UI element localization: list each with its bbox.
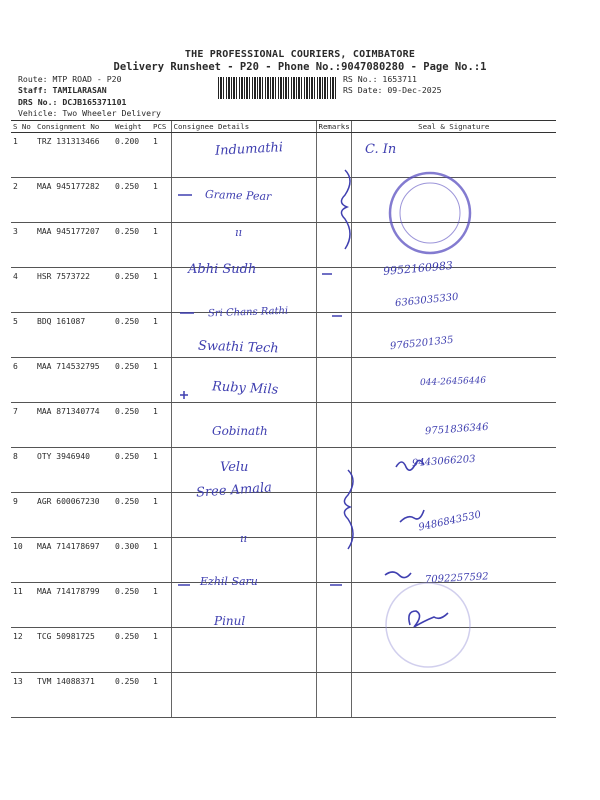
signature-scribble (385, 572, 411, 578)
row-weight: 0.250 (113, 358, 151, 403)
handwritten-consignee-name: Grame Pear (204, 188, 272, 204)
row-sno: 13 (11, 673, 35, 718)
vehicle-info: Vehicle: Two Wheeler Delivery (18, 108, 161, 118)
handwritten-consignee-name: ıı (240, 532, 248, 545)
handwritten-signature-note: 044-26456446 (419, 376, 487, 389)
rs-date: RS Date: 09-Dec-2025 (343, 85, 442, 95)
row-consignment-no: MAA 871340774 (35, 403, 113, 448)
row-weight: 0.250 (113, 178, 151, 223)
row-consignment-no: TRZ 131313466 (35, 133, 113, 178)
col-signature-header: Seal & Signature (351, 121, 556, 133)
row-sno: 3 (11, 223, 35, 268)
handwritten-consignee-name: Swathi Tech (197, 338, 279, 357)
row-consignment-no: TCG 50981725 (35, 628, 113, 673)
col-sno-header: S No (11, 121, 35, 133)
row-sno: 12 (11, 628, 35, 673)
row-weight: 0.250 (113, 268, 151, 313)
row-pcs: 1 (151, 223, 171, 268)
row-pcs: 1 (151, 628, 171, 673)
handwritten-consignee-name: Indumathi (214, 140, 284, 159)
handwritten-signature-note: 9765201335 (389, 334, 455, 353)
row-consignment-no: HSR 7573722 (35, 268, 113, 313)
handwritten-consignee-name: Pinul (214, 614, 246, 629)
row-pcs: 1 (151, 358, 171, 403)
handwritten-signature-note: C. In (365, 142, 397, 157)
row-weight: 0.250 (113, 628, 151, 673)
handwritten-consignee-name: Ezhil Saru (200, 575, 258, 589)
handwritten-consignee-name: Sri Chans Rathi (207, 305, 289, 320)
row-sno: 8 (11, 448, 35, 493)
row-sno: 11 (11, 583, 35, 628)
row-pcs: 1 (151, 673, 171, 718)
row-sno: 5 (11, 313, 35, 358)
row-pcs: 1 (151, 448, 171, 493)
row-weight: 0.250 (113, 403, 151, 448)
staff-info: Staff: TAMILARASAN (18, 85, 107, 95)
row-weight: 0.250 (113, 673, 151, 718)
col-weight-header: Weight (113, 121, 151, 133)
route-info: Route: MTP ROAD - P20 (18, 74, 122, 84)
plus-mark (180, 391, 188, 399)
row-sno: 7 (11, 403, 35, 448)
row-weight: 0.250 (113, 448, 151, 493)
row-pcs: 1 (151, 133, 171, 178)
row-pcs: 1 (151, 493, 171, 538)
row-consignment-no: MAA 945177282 (35, 178, 113, 223)
signature-scribble (400, 510, 424, 522)
row-consignment-no: AGR 600067230 (35, 493, 113, 538)
row-weight: 0.250 (113, 583, 151, 628)
seal-stamp (390, 173, 470, 253)
handwritten-consignee-name: Ruby Mils (211, 379, 279, 398)
row-weight: 0.300 (113, 538, 151, 583)
row-pcs: 1 (151, 313, 171, 358)
drs-number: DRS No.: DCJB165371101 (18, 97, 127, 107)
row-weight: 0.200 (113, 133, 151, 178)
handwritten-signature-note: 9952160983 (382, 258, 454, 278)
row-pcs: 1 (151, 403, 171, 448)
row-sno: 10 (11, 538, 35, 583)
row-weight: 0.250 (113, 313, 151, 358)
row-consignment-no: OTY 3946940 (35, 448, 113, 493)
row-consignment-no: TVM 14088371 (35, 673, 113, 718)
signature-scribble (409, 611, 448, 627)
col-consignment-header: Consignment No (35, 121, 113, 133)
runsheet-subtitle: Delivery Runsheet - P20 - Phone No.:9047080280 - Page No.:1 (113, 61, 487, 73)
rs-number: RS No.: 1653711 (343, 74, 417, 84)
handwritten-signature-note: 6363035330 (394, 291, 460, 310)
faded-seal-stamp (386, 583, 470, 667)
company-title: THE PROFESSIONAL COURIERS, COIMBATORE (184, 49, 416, 60)
row-consignment-no: MAA 945177207 (35, 223, 113, 268)
brace-mark-2 (344, 470, 353, 549)
handwritten-signature-note: 9443066203 (411, 453, 476, 469)
row-sno: 4 (11, 268, 35, 313)
handwritten-signature-note: 9486843530 (417, 509, 483, 534)
handwritten-consignee-name: Abhi Sudh (188, 261, 257, 277)
row-sno: 2 (11, 178, 35, 223)
row-consignment-no: MAA 714178697 (35, 538, 113, 583)
col-pcs-header: PCS (151, 121, 171, 133)
brace-mark (341, 170, 350, 249)
row-pcs: 1 (151, 538, 171, 583)
handwritten-consignee-name: ıı (235, 226, 243, 240)
row-weight: 0.250 (113, 493, 151, 538)
row-consignment-no: MAA 714178799 (35, 583, 113, 628)
handwritten-consignee-name: Sree Amala (195, 480, 273, 501)
row-consignment-no: BDQ 161087 (35, 313, 113, 358)
row-pcs: 1 (151, 268, 171, 313)
handwritten-consignee-name: Gobinath (212, 424, 268, 439)
row-sno: 6 (11, 358, 35, 403)
handwritten-signature-note: 9751836346 (424, 422, 489, 438)
row-sno: 1 (11, 133, 35, 178)
col-remarks-header: Remarks (316, 121, 351, 133)
handwritten-consignee-name: Velu (220, 459, 249, 475)
handwritten-signature-note: 7092257592 (424, 571, 489, 586)
row-pcs: 1 (151, 583, 171, 628)
col-consignee-header: Consignee Details (171, 121, 316, 133)
row-sno: 9 (11, 493, 35, 538)
seal-stamp-inner (400, 183, 460, 243)
row-weight: 0.250 (113, 223, 151, 268)
row-pcs: 1 (151, 178, 171, 223)
row-consignment-no: MAA 714532795 (35, 358, 113, 403)
